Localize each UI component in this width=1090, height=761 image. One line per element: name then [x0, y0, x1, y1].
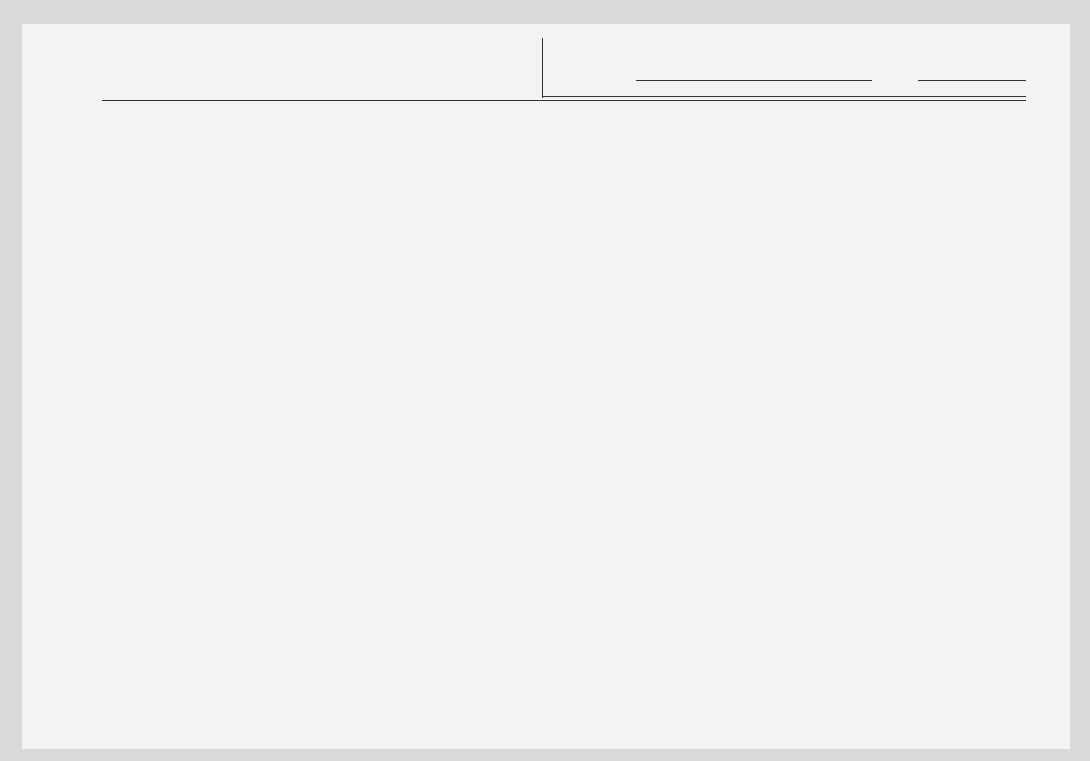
table-grid	[22, 24, 1070, 749]
census-sheet	[22, 24, 1070, 749]
